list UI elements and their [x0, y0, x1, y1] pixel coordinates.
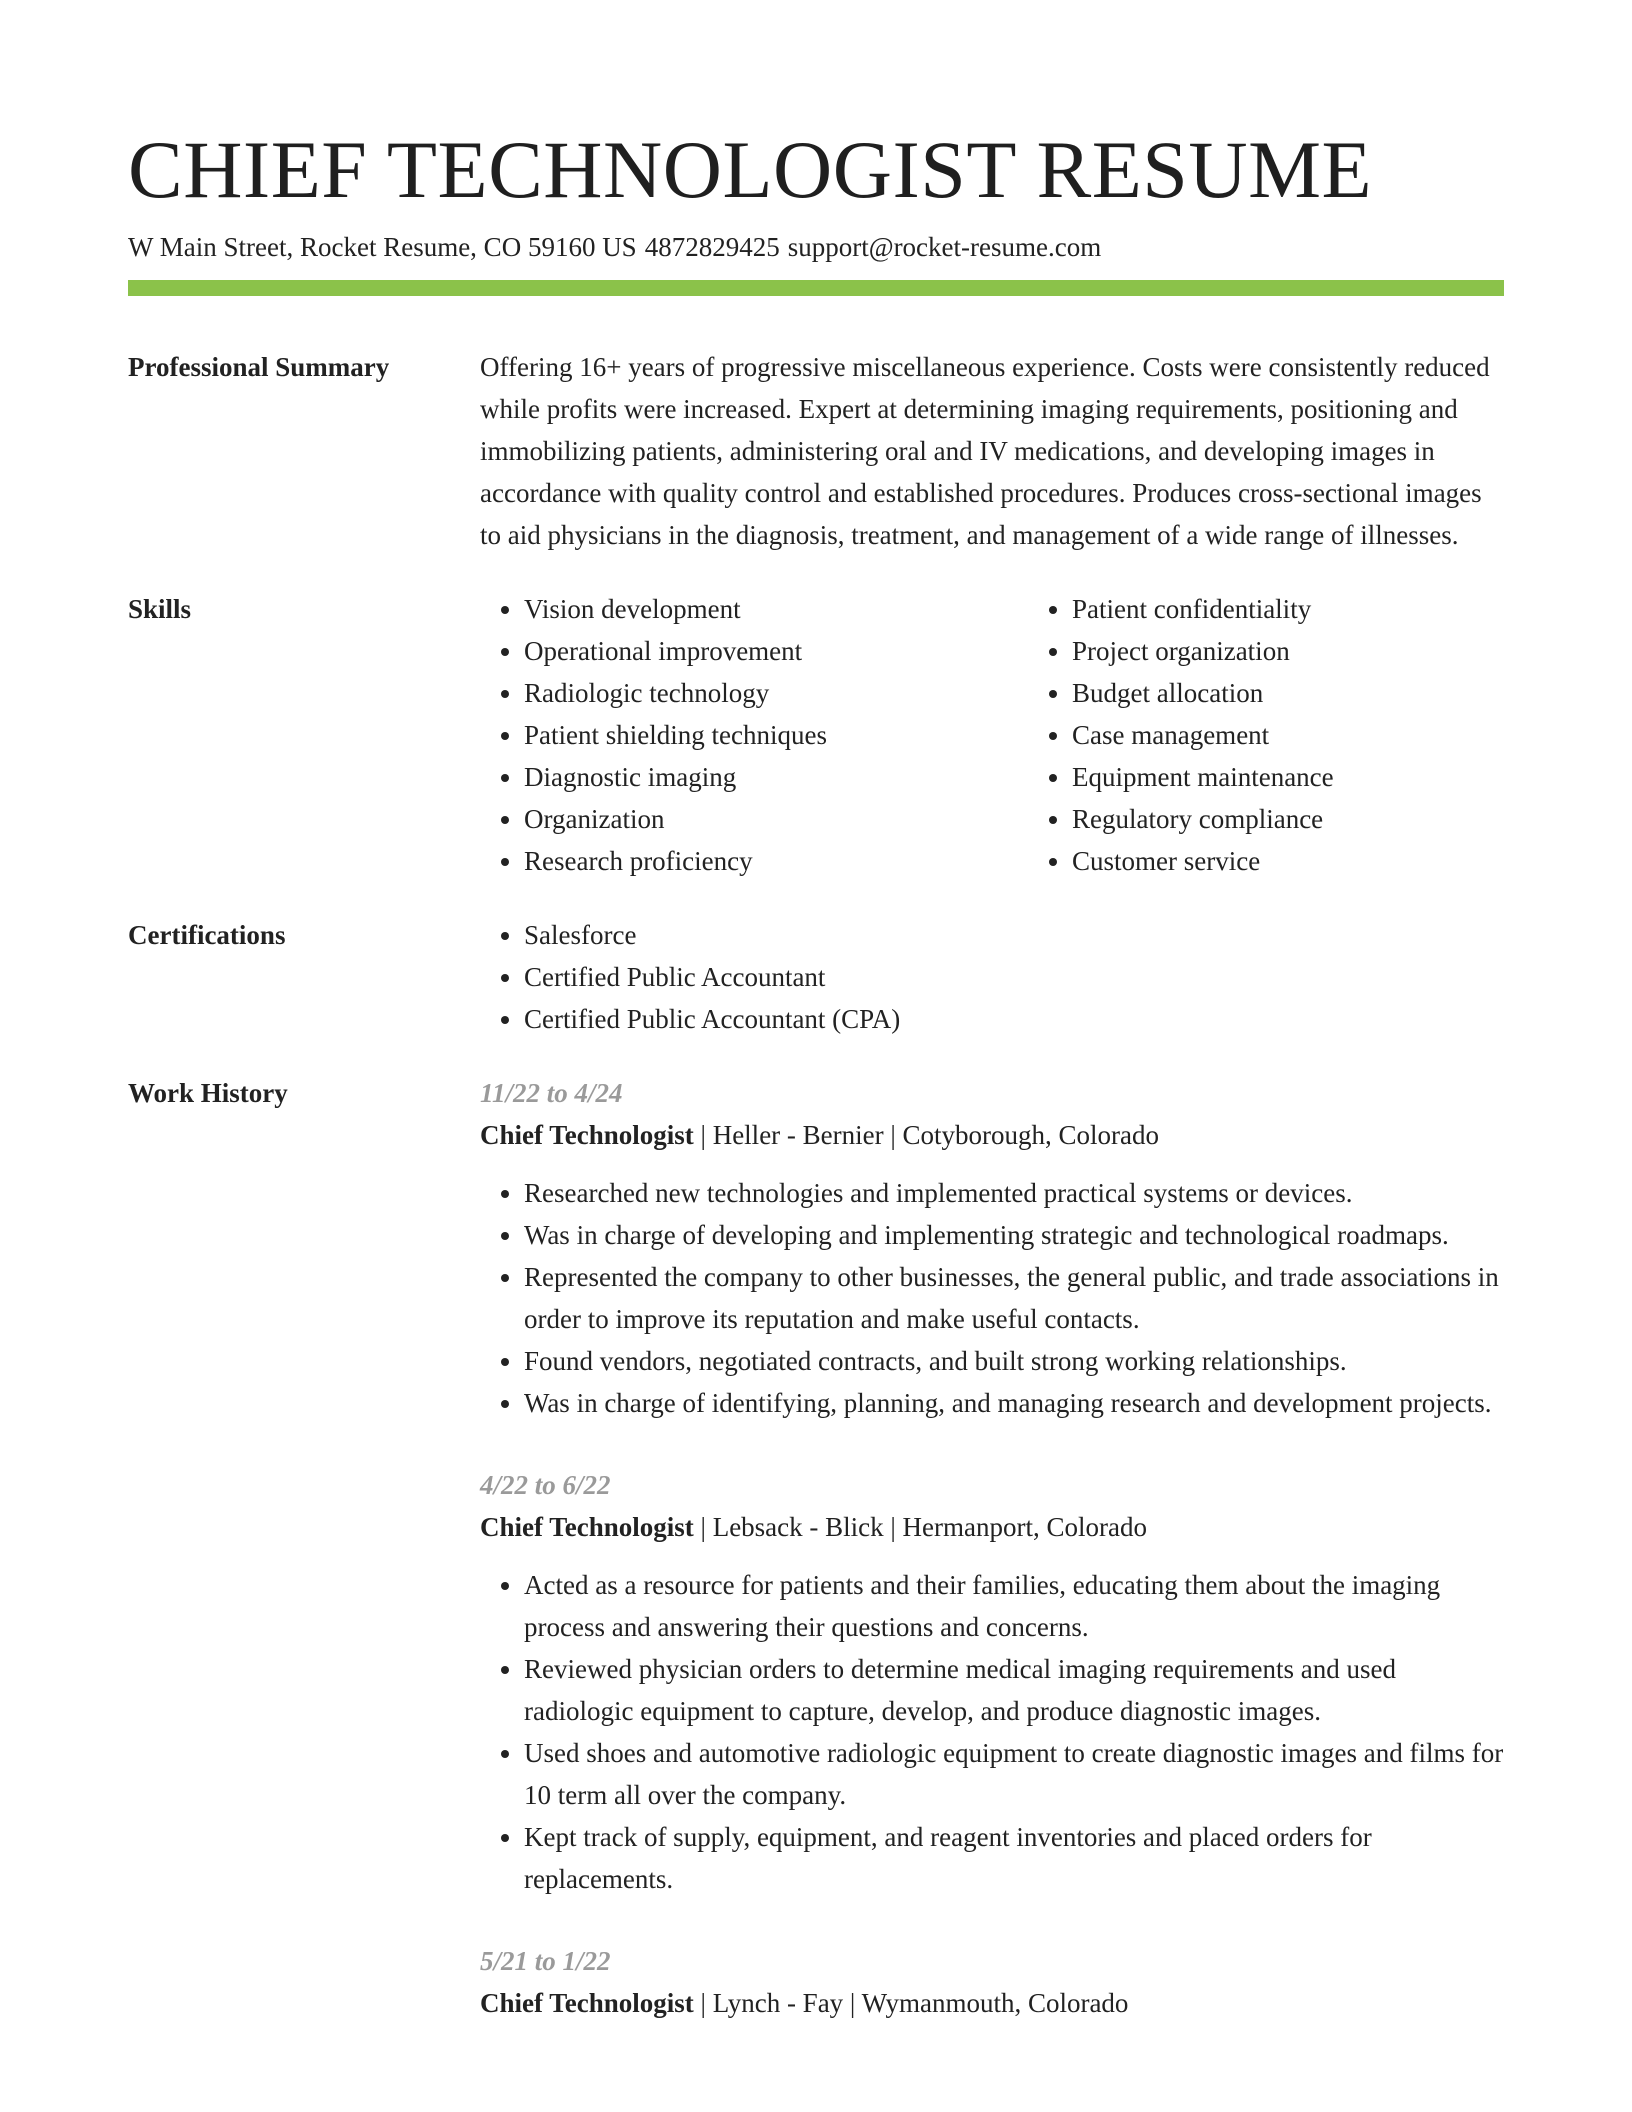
skill-item: • Radiologic technology [524, 672, 1028, 714]
job-date: 4/22 to 6/22 [480, 1470, 611, 1500]
skill-item: • Patient shielding techniques [524, 714, 1028, 756]
job-bullet: • Kept track of supply, equipment, and reagent inventories and placed orders for replacements. [524, 1816, 1504, 1900]
job-details: | Heller - Bernier | Cotyborough, Colorado [693, 1120, 1160, 1150]
skills-section [128, 588, 1504, 882]
work-history-section [128, 1072, 1504, 2064]
job-title: Chief Technologist [480, 1120, 694, 1150]
job-heading [480, 1506, 1504, 1548]
job-bullet: • Used shoes and automotive radiologic equipment to create diagnostic images and films for 10 term all over the company. [524, 1732, 1504, 1816]
skill-item: • Research proficiency [524, 840, 1028, 882]
section-label: Certifications [128, 920, 286, 950]
job-details: | Lebsack - Blick | Hermanport, Colorado [693, 1512, 1147, 1542]
job-bullet: • Found vendors, negotiated contracts, and built strong working relationships. [524, 1340, 1504, 1382]
job-title: Chief Technologist [480, 1988, 694, 2018]
summary-text: Offering 16+ years of progressive miscellaneous experience. Costs were consistently reduced while profits were increased. Expert at determining imaging requirements, positioning and immobilizing patients, administering oral and IV medications, and developing images in accordance with quality control and established procedures. Produces cross-sectional images to aid physicians in the diagnosis, treatment, and management of a wide range of illnesses. [480, 352, 1490, 550]
certification-item: • Certified Public Accountant [524, 956, 1504, 998]
job-heading [480, 1982, 1504, 2024]
job-title: Chief Technologist [480, 1512, 694, 1542]
job-details: | Lynch - Fay | Wymanmouth, Colorado [693, 1988, 1129, 2018]
certification-item: • Salesforce [524, 914, 1504, 956]
skill-item: • Budget allocation [1072, 672, 1572, 714]
skill-item: • Equipment maintenance [1072, 756, 1572, 798]
certifications-section [128, 914, 1504, 1040]
skill-item: • Patient confidentiality [1072, 588, 1572, 630]
job-date: 5/21 to 1/22 [480, 1946, 611, 1976]
job-bullet: • Was in charge of developing and implementing strategic and technological roadmaps. [524, 1214, 1504, 1256]
resume-page [128, 120, 1504, 2064]
section-label: Skills [128, 594, 192, 624]
job-heading [480, 1114, 1504, 1156]
job-entry [480, 1464, 1504, 1900]
job-bullets [480, 1172, 1504, 1424]
skill-item: • Organization [524, 798, 1028, 840]
skill-item: • Diagnostic imaging [524, 756, 1028, 798]
job-bullet: • Was in charge of identifying, planning, and managing research and development projects. [524, 1382, 1504, 1424]
job-date: 11/22 to 4/24 [480, 1078, 623, 1108]
skills-list-right [1028, 588, 1572, 882]
contact-line [128, 228, 1504, 266]
skill-item: • Case management [1072, 714, 1572, 756]
header-divider [128, 280, 1504, 296]
summary-section [128, 346, 1504, 556]
skill-item: • Regulatory compliance [1072, 798, 1572, 840]
certification-item: • Certified Public Accountant (CPA) [524, 998, 1504, 1040]
job-entry [480, 1940, 1504, 2024]
certifications-list [480, 914, 1504, 1040]
resume-title: CHIEF TECHNOLOGIST RESUME [128, 124, 1373, 215]
email: support@rocket-resume.com [787, 232, 1102, 262]
job-bullet: • Reviewed physician orders to determine medical imaging requirements and used radiologic equipment to capture, develop, and produce diagnostic images. [524, 1648, 1504, 1732]
skill-item: • Operational improvement [524, 630, 1028, 672]
job-bullets [480, 1564, 1504, 1900]
section-label: Professional Summary [128, 352, 390, 382]
job-bullet: • Represented the company to other businesses, the general public, and trade associations in order to improve its reputation and make useful contacts. [524, 1256, 1504, 1340]
job-entry [480, 1072, 1504, 1424]
skill-item: • Project organization [1072, 630, 1572, 672]
job-bullet: • Acted as a resource for patients and their families, educating them about the imaging process and answering their questions and concerns. [524, 1564, 1504, 1648]
skill-item: • Vision development [524, 588, 1028, 630]
job-bullet: • Researched new technologies and implemented practical systems or devices. [524, 1172, 1504, 1214]
phone: 4872829425 [644, 232, 780, 262]
section-label: Work History [128, 1078, 288, 1108]
skills-list-left [480, 588, 1028, 882]
skill-item: • Customer service [1072, 840, 1572, 882]
address: W Main Street, Rocket Resume, CO 59160 US [128, 232, 637, 262]
